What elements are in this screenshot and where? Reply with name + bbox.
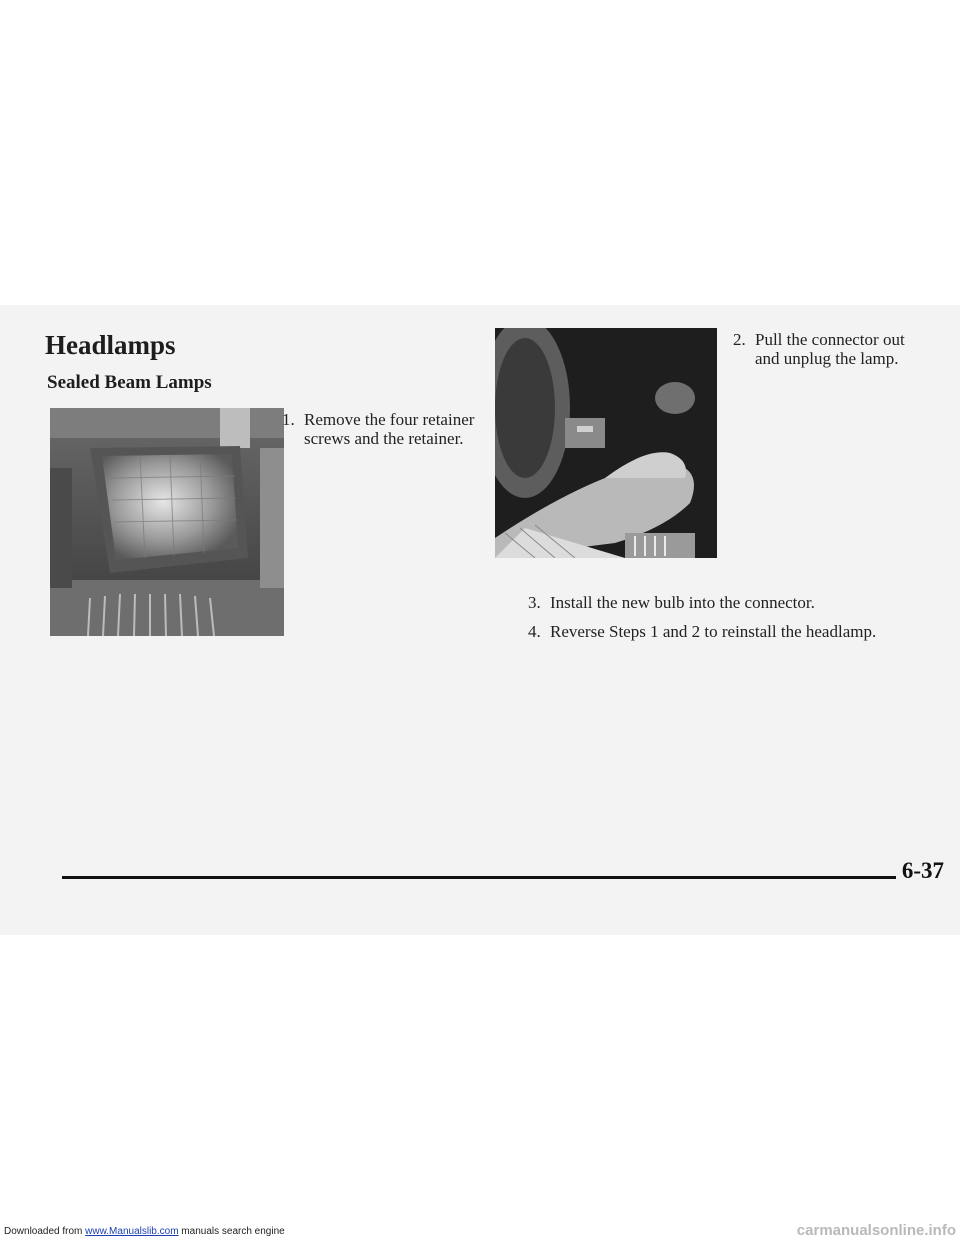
page-number: 6-37 — [901, 858, 944, 883]
step-line: screws and the retainer. — [304, 429, 464, 448]
step-text: Reverse Steps 1 and 2 to reinstall the headlamp. — [550, 622, 877, 641]
step-line: and unplug the lamp. — [755, 349, 899, 368]
step-line: Remove the four retainer — [304, 410, 475, 429]
step-text — [304, 410, 474, 448]
step-text: Install the new bulb into the connector. — [550, 593, 815, 612]
step-number: 3. — [528, 593, 541, 612]
step-number: 4. — [528, 622, 541, 641]
footer-rule — [62, 876, 896, 879]
download-footer — [4, 1226, 285, 1237]
footer-suffix: manuals search engine — [178, 1226, 285, 1237]
step-number: 1. — [282, 410, 295, 429]
watermark-text: carmanualsonline.info — [796, 1222, 956, 1239]
manualslib-link[interactable]: www.Manualslib.com — [85, 1226, 179, 1237]
footer-prefix: Downloaded from — [4, 1226, 86, 1237]
step-line: Pull the connector out — [755, 330, 905, 349]
step-number: 2. — [733, 330, 746, 349]
section-subheading: Sealed Beam Lamps — [47, 372, 212, 393]
step-text — [755, 330, 905, 368]
page-heading: Headlamps — [45, 330, 176, 360]
headlamp-photo — [50, 408, 284, 636]
connector-photo — [495, 328, 717, 558]
